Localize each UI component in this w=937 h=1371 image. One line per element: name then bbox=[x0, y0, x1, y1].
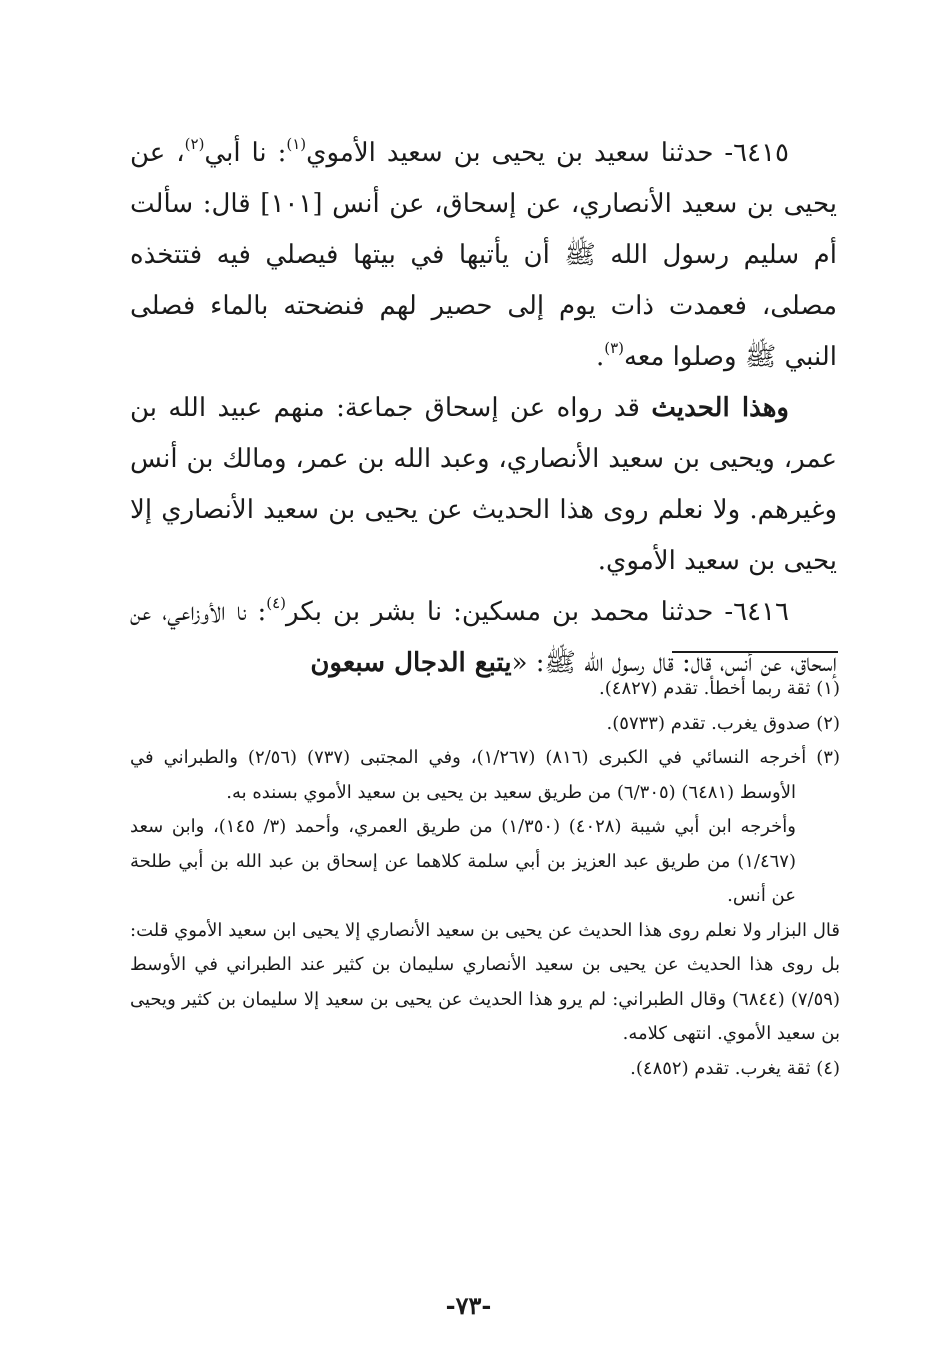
hadith-6416-isnad: ٦٤١٦- حدثنا محمد بن مسكين: نا بشر بن بكر bbox=[286, 597, 789, 627]
hadith-6415-matn: ، عن يحيى بن سعيد الأنصاري، عن إسحاق، عن أنس [١٠١] قال: سألت أم سليم رسول الله ﷺ أن يأتيها في بيتها فيصلي فيه فتتخذه مصلى، فعمدت ذات يوم إلى حصير لهم فنضحته بالماء فصلى النبي ﷺ وصلوا معه bbox=[130, 138, 837, 372]
footnote-3-bazzar-note: قال البزار ولا نعلم روى هذا الحديث عن يحيى بن سعيد الأنصاري إلا يحيى ابن سعيد الأموي قلت: بل روى هذا الحديث عن يحيى بن سعيد الأنصاري سليمان بن كثير عند الطبراني في الأوسط (٧/٥٩) (٦٨٤٤) وقال الطبراني: لم يرو هذا الحديث عن يحيى بن سعيد إلا سليمان بن كثير ويحيى بن سعيد الأموي. انتهى كلامه. bbox=[130, 919, 840, 1044]
footnote-ref-1[interactable]: (١) bbox=[286, 135, 307, 153]
footnote-ref-4[interactable]: (٤) bbox=[266, 594, 287, 612]
footnotes bbox=[130, 672, 840, 1086]
footnote-separator bbox=[672, 651, 838, 653]
hadith-6416-quote: يتبع الدجال سبعون bbox=[310, 648, 512, 678]
commentary-lead: وهذا الحديث bbox=[651, 393, 789, 423]
footnote-1: (١) ثقة ربما أخطأ. تقدم (٤٨٢٧). bbox=[599, 678, 840, 699]
footnote-ref-2[interactable]: (٢) bbox=[184, 135, 205, 153]
hadith-6415-isnad: ٦٤١٥- حدثنا سعيد بن يحيى بن سعيد الأموي bbox=[306, 138, 790, 168]
hadith-6415 bbox=[130, 128, 837, 383]
hadith-6415-text-a: : نا أبي bbox=[204, 138, 287, 168]
commentary-text: قد رواه عن إسحاق جماعة: منهم عبيد الله بن عمر، ويحيى بن سعيد الأنصاري، وعبد الله بن عمر، ومالك بن أنس وغيرهم. ولا نعلم روى هذا الحديث عن يحيى بن سعيد الأنصاري إلا يحيى بن سعيد الأموي. bbox=[130, 393, 837, 576]
footnote-3: (٣) أخرجه النسائي في الكبرى (٨١٦) (١/٢٦٧)، وفي المجتبى (٧٣٧) (٢/٥٦) والطبراني في الأوسط (٦٤٨١) (٦/٣٠٥) من طريق سعيد بن يحيى بن سعيد الأموي بسنده به. bbox=[130, 747, 840, 803]
page-number: -٧٣- bbox=[445, 1291, 492, 1320]
footnote-3-continuation: وأخرجه ابن أبي شيبة (٤٠٢٨) (١/٣٥٠) من طريق العمري، وأحمد (٣/ ١٤٥)، وابن سعد (١/٤٦٧) من طريق عبد العزيز بن أبي سلمة كلاهما عن إسحاق بن عبد الله بن أبي طلحة عن أنس. bbox=[130, 816, 796, 906]
footnote-4: (٤) ثقة يغرب. تقدم (٤٨٥٢). bbox=[630, 1057, 840, 1079]
hadith-6416-text: : نا الأوزاعي، عن إسحاق، عن أنس، قال: قال رسول الله ﷺ: « bbox=[130, 597, 837, 678]
footnote-ref-3[interactable]: (٣) bbox=[604, 339, 624, 357]
main-text bbox=[130, 128, 837, 689]
footnote-2: (٢) صدوق يغرب. تقدم (٥٧٣٣). bbox=[606, 712, 840, 734]
commentary-paragraph bbox=[130, 383, 837, 587]
hadith-6415-end: . bbox=[595, 342, 605, 372]
